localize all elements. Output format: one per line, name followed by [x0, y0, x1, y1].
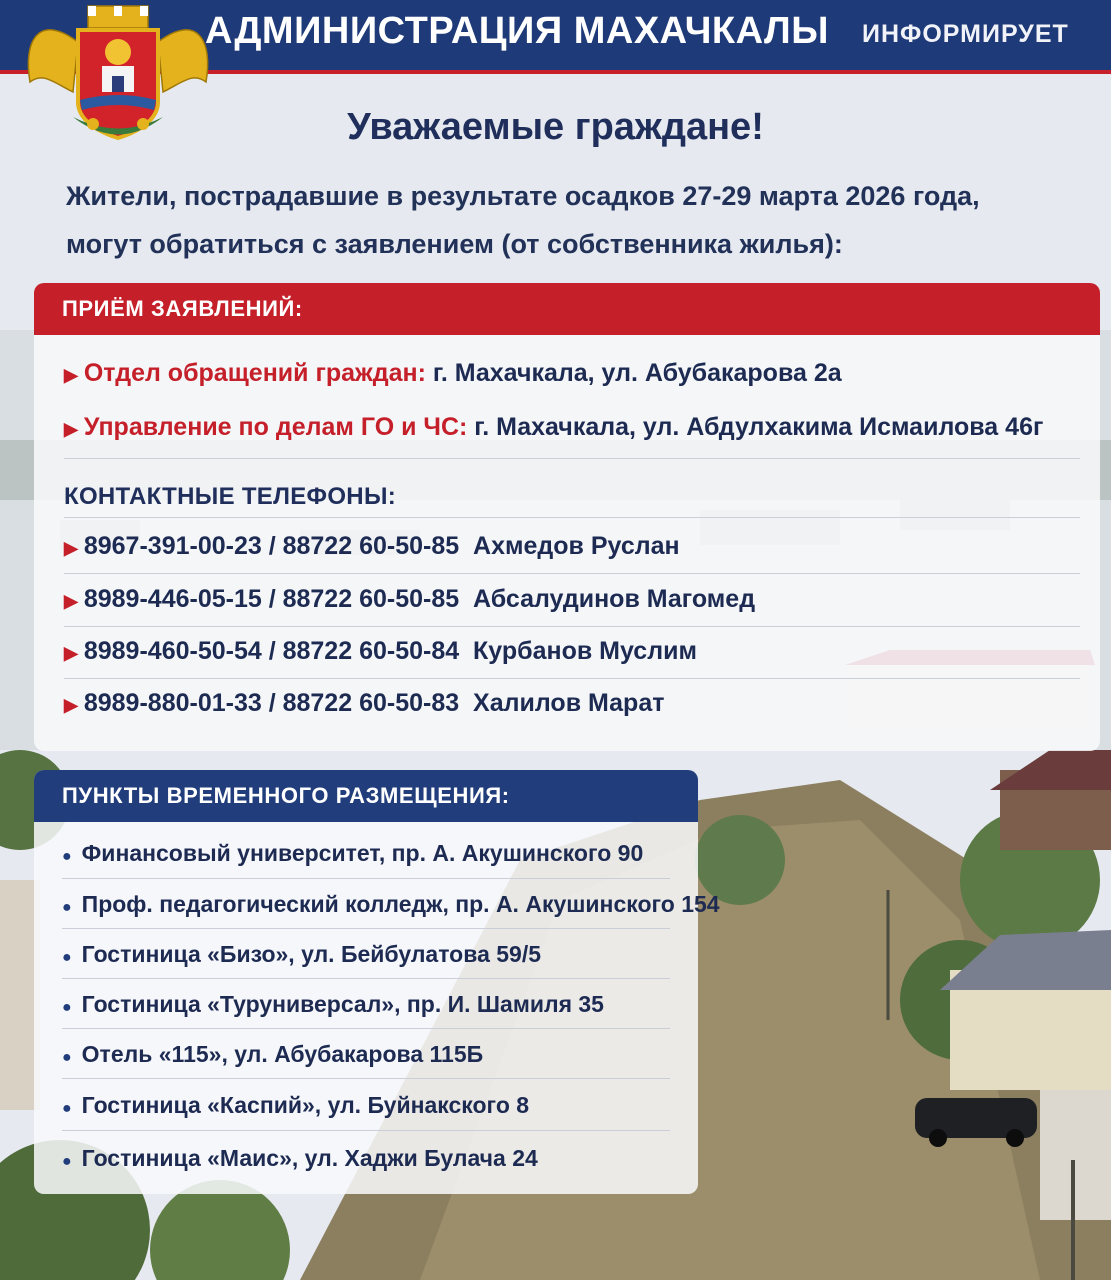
divider — [64, 458, 1080, 459]
shelter-item — [62, 1092, 529, 1119]
greeting-heading: Уважаемые граждане! — [347, 106, 764, 148]
shelters-panel — [34, 770, 720, 1194]
triangle-bullet-icon: ▶ — [64, 419, 78, 439]
application-address: г. Махачкала, ул. Абдулхакима Исмаилова 46г — [467, 413, 1044, 441]
divider — [64, 517, 1080, 518]
contact-name: Абсалудинов Магомед — [473, 585, 756, 613]
shelter-text: Гостиница «Маис», ул. Хаджи Булача 24 — [81, 1145, 538, 1171]
shelter-text: Финансовый университет, пр. А. Акушинского 90 — [81, 840, 644, 866]
bullet-icon: ● — [62, 899, 72, 916]
intro-line-1: Жители, пострадавшие в результате осадков 27-29 марта 2026 года, — [66, 181, 980, 211]
bullet-icon: ● — [62, 949, 72, 966]
contact-item — [64, 585, 1080, 614]
bullet-icon: ● — [62, 1153, 72, 1170]
contact-name: Халилов Марат — [473, 689, 665, 717]
bullet-icon: ● — [62, 1049, 72, 1066]
shelter-item — [62, 1041, 483, 1068]
contact-item — [64, 689, 1080, 718]
application-place: Отдел обращений граждан: — [83, 359, 426, 387]
contact-name: Курбанов Муслим — [473, 637, 697, 665]
divider — [64, 626, 1080, 627]
triangle-bullet-icon: ▶ — [64, 538, 78, 558]
intro-line-2: могут обратиться с заявлением (от собственника жилья): — [66, 229, 843, 259]
intro-text — [66, 172, 1076, 268]
divider — [62, 1028, 670, 1029]
triangle-bullet-icon: ▶ — [64, 643, 78, 663]
applications-panel — [34, 283, 1100, 751]
application-item — [64, 359, 1080, 388]
contact-phones: 8989-460-50-54 / 88722 60-50-84 — [83, 637, 460, 665]
shelter-text: Отель «115», ул. Абубакарова 115Б — [81, 1041, 484, 1067]
bullet-icon: ● — [62, 999, 72, 1016]
triangle-bullet-icon: ▶ — [64, 365, 78, 385]
shelter-text: Проф. педагогический колледж, пр. А. Акушинского 154 — [81, 891, 720, 917]
bullet-icon: ● — [62, 848, 72, 865]
divider — [64, 678, 1080, 679]
bullet-icon: ● — [62, 1100, 72, 1117]
contact-phones: 8989-880-01-33 / 88722 60-50-83 — [83, 689, 460, 717]
application-address: г. Махачкала, ул. Абубакарова 2а — [425, 359, 842, 387]
application-item — [64, 413, 1080, 442]
triangle-bullet-icon: ▶ — [64, 591, 78, 611]
applications-heading: ПРИЁМ ЗАЯВЛЕНИЙ: — [34, 283, 1100, 335]
shelter-text: Гостиница «Туруниверсал», пр. И. Шамиля 35 — [81, 991, 604, 1017]
divider — [62, 978, 670, 979]
shelter-item — [62, 840, 643, 867]
shelter-text: Гостиница «Каспий», ул. Буйнакского 8 — [81, 1092, 530, 1118]
divider — [64, 573, 1080, 574]
shelter-item — [62, 891, 720, 918]
shelter-text: Гостиница «Бизо», ул. Бейбулатова 59/5 — [81, 941, 542, 967]
contact-phones: 8989-446-05-15 / 88722 60-50-85 — [83, 585, 460, 613]
divider — [62, 1130, 670, 1131]
divider — [62, 928, 670, 929]
shelter-item — [62, 941, 541, 968]
application-place: Управление по делам ГО и ЧС: — [83, 413, 468, 441]
divider — [62, 1078, 670, 1079]
contacts-heading: КОНТАКТНЫЕ ТЕЛЕФОНЫ: — [64, 483, 397, 510]
shelter-item — [62, 1145, 538, 1172]
header-subtitle: ИНФОРМИРУЕТ — [862, 20, 1069, 48]
contact-name: Ахмедов Руслан — [473, 532, 680, 560]
shelters-heading: ПУНКТЫ ВРЕМЕННОГО РАЗМЕЩЕНИЯ: — [34, 770, 698, 822]
shelter-item — [62, 991, 604, 1018]
triangle-bullet-icon: ▶ — [64, 695, 78, 715]
header-title: АДМИНИСТРАЦИЯ МАХАЧКАЛЫ — [205, 10, 829, 52]
contact-item — [64, 637, 1080, 666]
divider — [62, 878, 670, 879]
contact-item — [64, 532, 1080, 561]
contact-phones: 8967-391-00-23 / 88722 60-50-85 — [83, 532, 460, 560]
